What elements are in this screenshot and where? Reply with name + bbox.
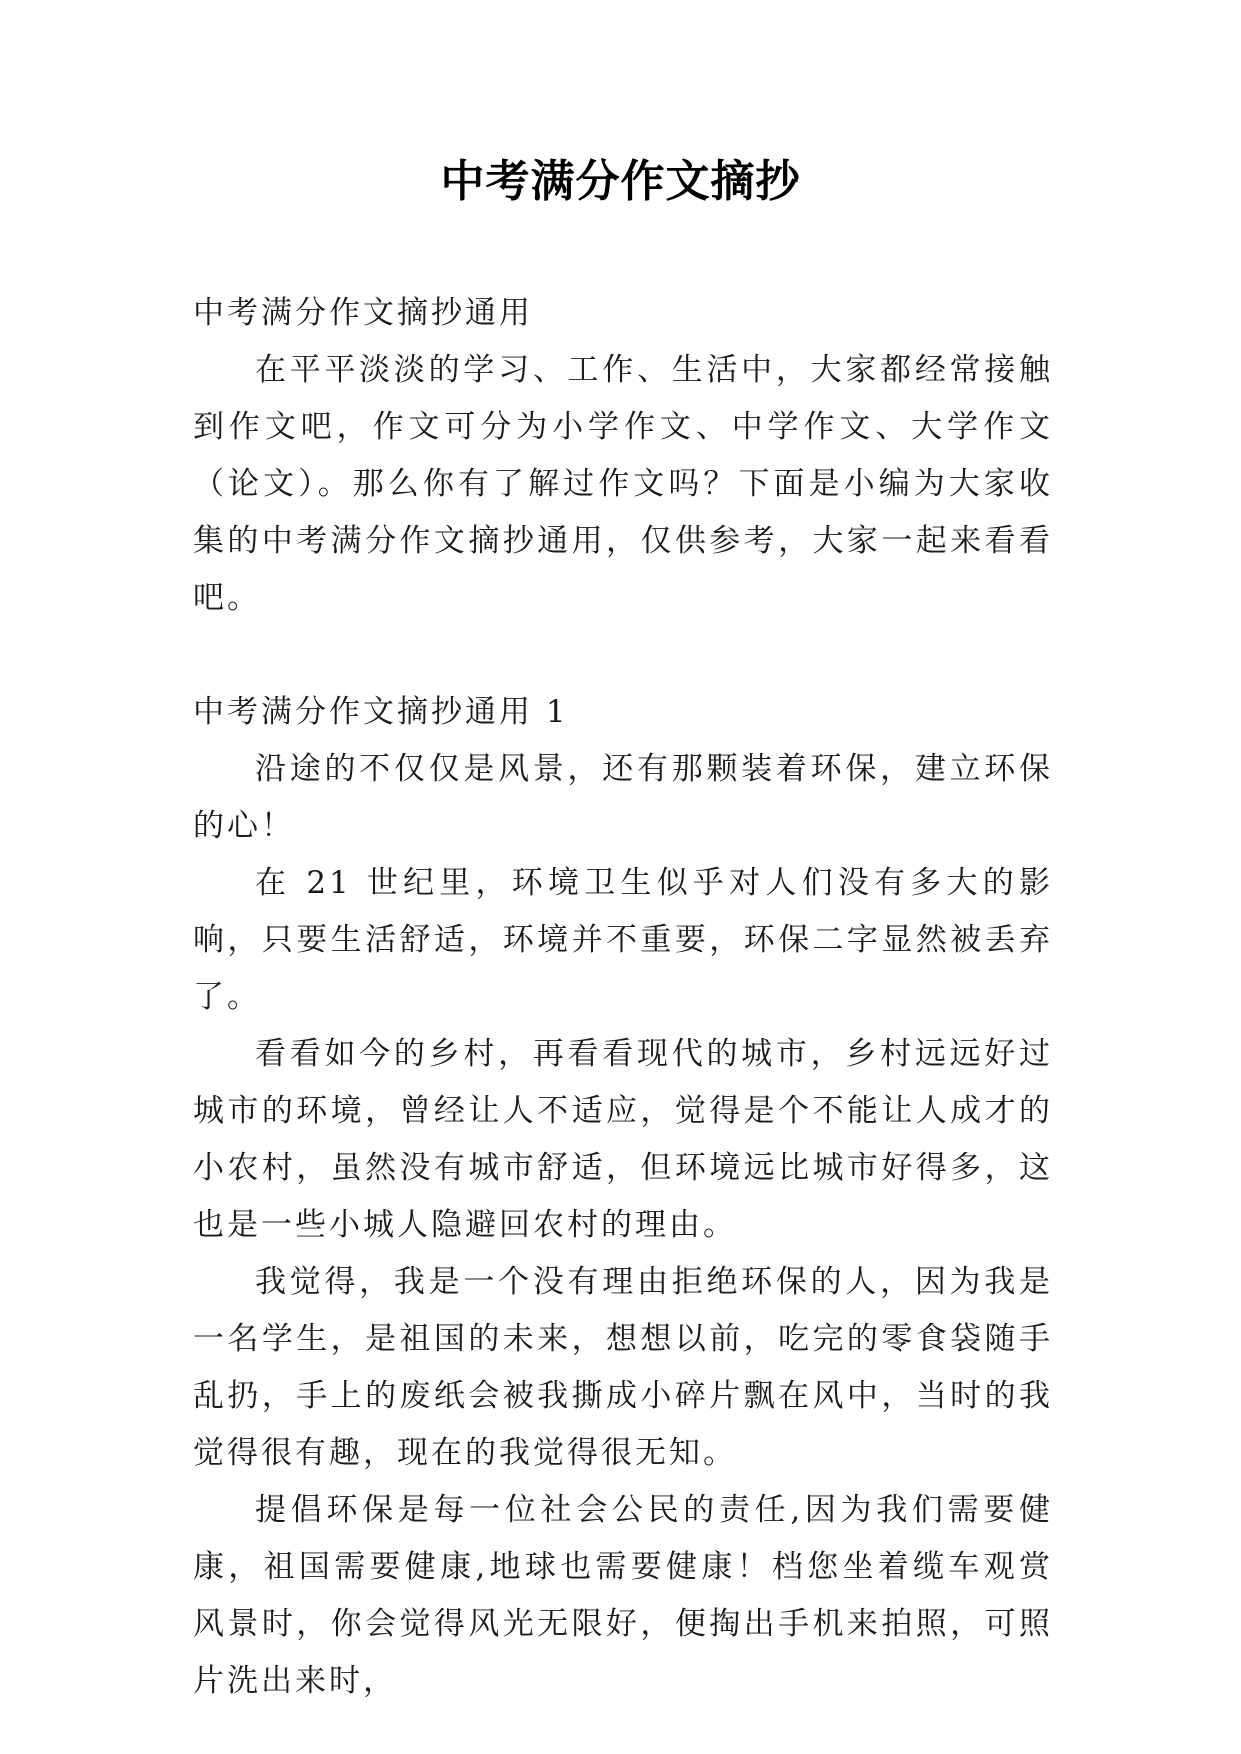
section-paragraph: 我觉得，我是一个没有理由拒绝环保的人，因为我是一名学生，是祖国的未来，想想以前，吃完的零食袋随手乱扔，手上的废纸会被我撕成小碎片飘在风中，当时的我觉得很有趣，现在的我觉得很无知。 (193, 1264, 1053, 1471)
section-spacer (193, 627, 1053, 684)
document-title: 中考满分作文摘抄 (440, 156, 801, 207)
intro-heading: 中考满分作文摘抄通用 (193, 295, 533, 331)
document-body (193, 285, 1053, 1710)
intro-paragraph: 在平平淡淡的学习、工作、生活中，大家都经常接触到作文吧，作文可分为小学作文、中学作文、大学作文（论文）。那么你有了解过作文吗？下面是小编为大家收集的中考满分作文摘抄通用，仅供参考，大家一起来看看吧。 (193, 352, 1053, 616)
section-paragraph: 看看如今的乡村，再看看现代的城市，乡村远远好过城市的环境，曾经让人不适应，觉得是个不能让人成才的小农村，虽然没有城市舒适，但环境远比城市好得多，这也是一些小城人隐避回农村的理由。 (193, 1036, 1053, 1243)
section-paragraph: 在 21 世纪里，环境卫生似乎对人们没有多大的影响，只要生活舒适，环境并不重要，环保二字显然被丢弃了。 (193, 865, 1053, 1015)
section-paragraph: 提倡环保是每一位社会公民的责任,因为我们需要健康，祖国需要健康,地球也需要健康！档您坐着缆车观赏风景时，你会觉得风光无限好，便掏出手机来拍照，可照片洗出来时， (193, 1492, 1053, 1699)
section-heading: 中考满分作文摘抄通用 1 (193, 694, 569, 730)
section-paragraph: 沿途的不仅仅是风景，还有那颗装着环保，建立环保的心！ (193, 751, 1053, 844)
